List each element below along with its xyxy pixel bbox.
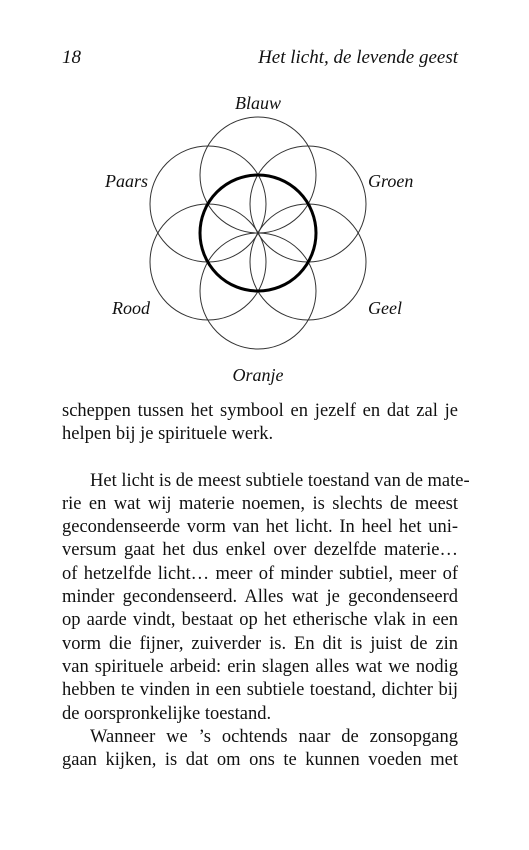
paragraph-3 bbox=[62, 726, 458, 773]
label-bottom: Oranje bbox=[232, 365, 284, 385]
text-line: rie en wat wij materie noemen, is slechts de meest bbox=[62, 493, 458, 514]
text-line: gaan kijken, is dat om ons te kunnen voeden met bbox=[62, 750, 458, 771]
text-line: Het licht is de meest subtiele toestand van de mate- bbox=[90, 470, 470, 491]
text-line: hebben te vinden in een subtiele toestand, dichter bij bbox=[62, 680, 458, 701]
text-line: gecondenseerde vorm van het licht. In heel het uni- bbox=[62, 517, 458, 538]
flower-of-life-diagram bbox=[0, 85, 529, 395]
text-line: minder gecondenseerd. Alles wat je gecondenseerd bbox=[62, 587, 458, 608]
running-title: Het licht, de levende geest bbox=[258, 47, 458, 68]
circles-figure bbox=[0, 85, 529, 395]
running-header bbox=[62, 47, 458, 73]
label-lower-right: Geel bbox=[368, 298, 402, 318]
body-text bbox=[62, 400, 470, 772]
label-upper-left: Paars bbox=[104, 171, 148, 191]
text-line: helpen bij je spirituele werk. bbox=[62, 424, 274, 445]
text-line: Wanneer we ’s ochtends naar de zonsopgang bbox=[90, 726, 458, 747]
text-line: scheppen tussen het symbool en jezelf en dat zal je bbox=[62, 401, 458, 421]
text-line: de oorspronkelijke toestand. bbox=[62, 703, 272, 724]
paragraph-1 bbox=[62, 400, 458, 447]
page-number: 18 bbox=[62, 47, 81, 68]
label-upper-right: Groen bbox=[368, 171, 414, 191]
text-line: op aarde vindt, bestaat op het etherische vlak in een bbox=[62, 610, 458, 631]
text-line: vorm die fijner, zuiverder is. En dit is juist de zin bbox=[62, 633, 458, 654]
text-line: of hetzelfde licht… meer of minder subtiel, meer of bbox=[62, 563, 458, 584]
label-lower-left: Rood bbox=[112, 298, 150, 318]
paragraph-2 bbox=[62, 470, 470, 726]
label-top: Blauw bbox=[234, 93, 282, 113]
text-line: van spirituele arbeid: erin slagen alles wat we nodig bbox=[62, 656, 458, 677]
text-line: versum gaat het dus enkel over dezelfde materie… bbox=[62, 540, 458, 561]
